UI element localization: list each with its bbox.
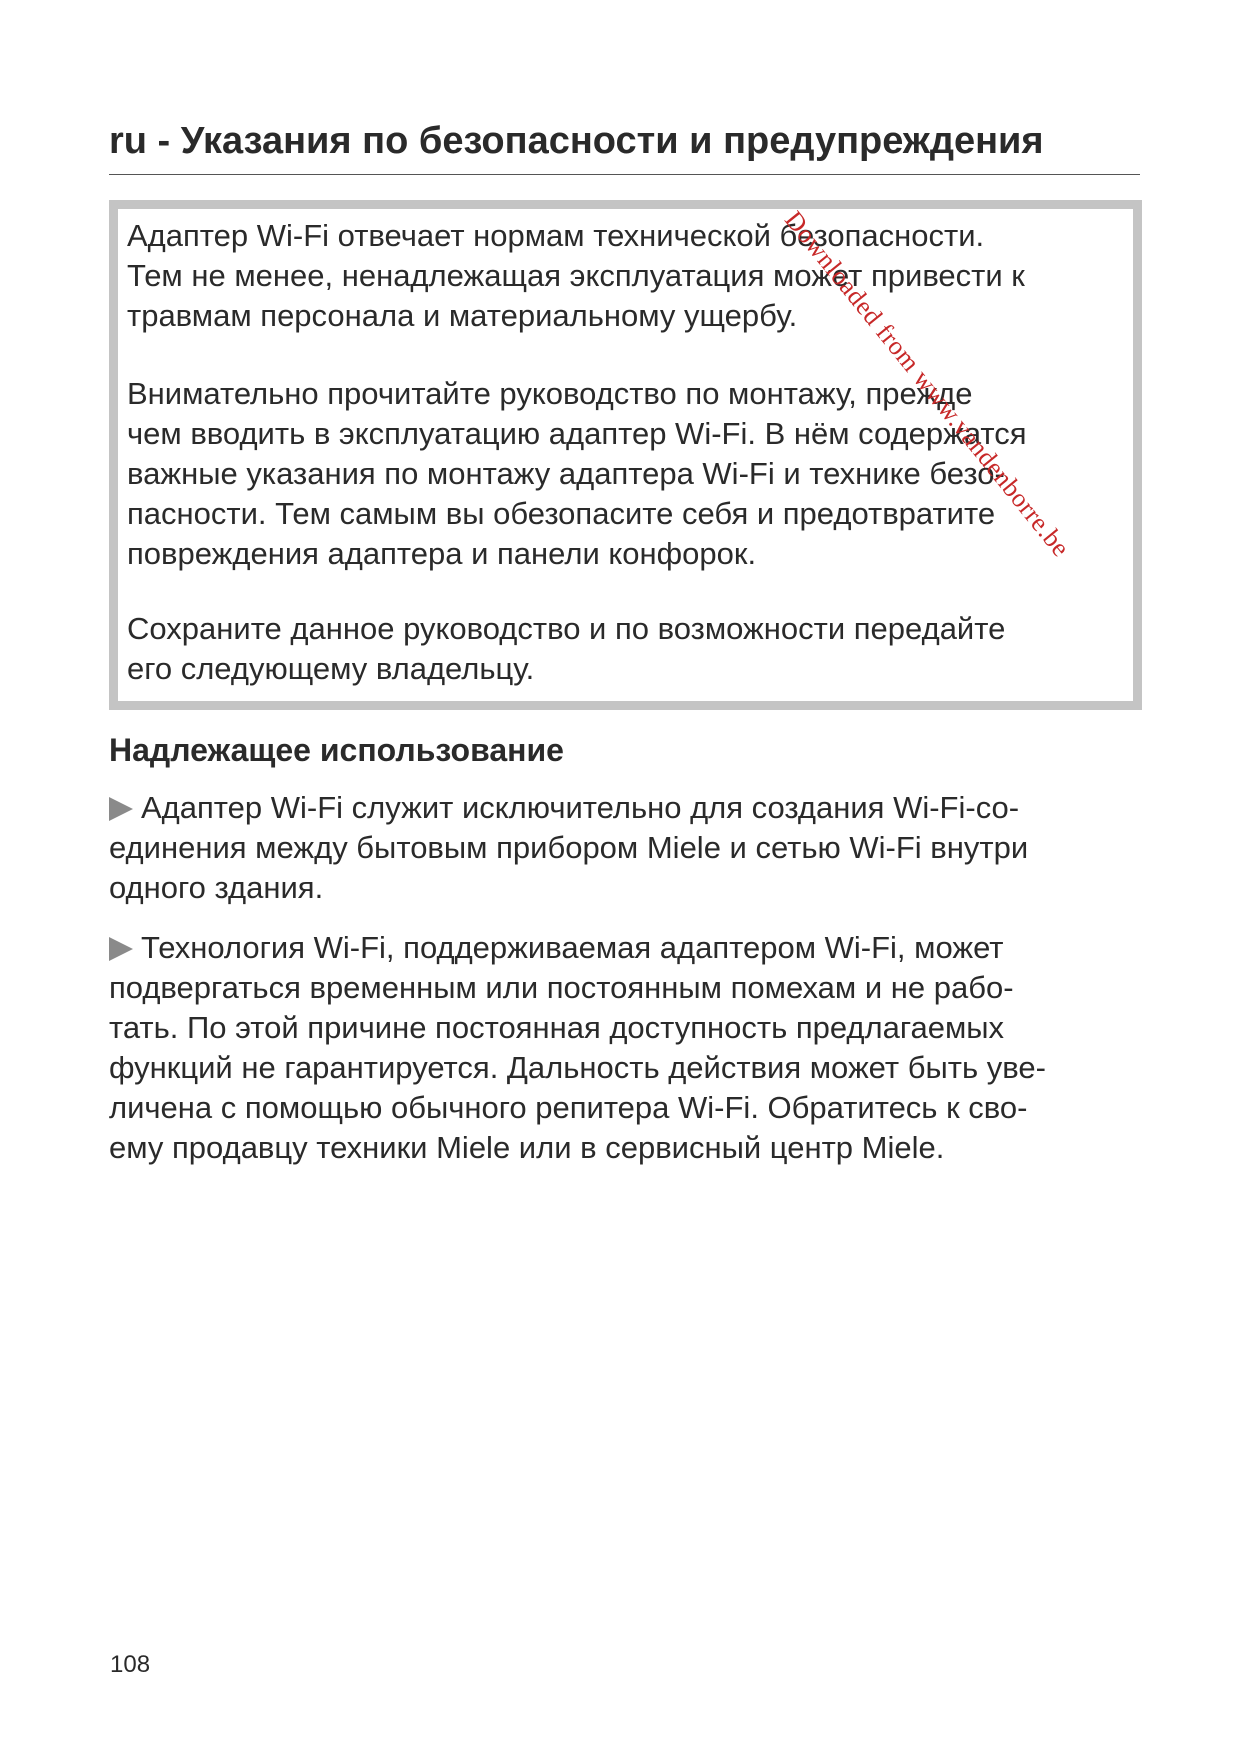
bullet-line: подвергаться временным или постоянным помехам и не рабо-	[109, 970, 1014, 1005]
section-title: Надлежащее использование	[109, 732, 564, 768]
warning-line: травмам персонала и материальному ущербу.	[127, 298, 798, 333]
bullet-line: Адаптер Wi-Fi служит исключительно для создания Wi-Fi-со-	[141, 790, 1020, 825]
warning-paragraph-1	[127, 216, 1127, 336]
title-divider	[109, 174, 1140, 175]
bullet-item-1	[109, 788, 1139, 908]
warning-paragraph-2	[127, 374, 1127, 574]
bullet-line: Технология Wi-Fi, поддерживаемая адаптером Wi-Fi, может	[141, 930, 1004, 965]
warning-line: важные указания по монтажу адаптера Wi-Fi и технике безо-	[127, 456, 1005, 491]
bullet-line: личена с помощью обычного репитера Wi-Fi. Обратитесь к сво-	[109, 1090, 1028, 1125]
bullet-line: функций не гарантируется. Дальность действия может быть уве-	[109, 1050, 1046, 1085]
warning-line: его следующему владельцу.	[127, 651, 535, 686]
triangle-right-icon	[109, 937, 133, 961]
warning-paragraph-3	[127, 609, 1127, 689]
warning-line: чем вводить в эксплуатацию адаптер Wi-Fi. В нём содержатся	[127, 416, 1027, 451]
bullet-line: единения между бытовым прибором Miele и сетью Wi-Fi внутри	[109, 830, 1029, 865]
download-watermark: Downloaded from www.vandenborre.be	[779, 205, 1076, 563]
warning-line: пасности. Тем самым вы обезопасите себя и предотвратите	[127, 496, 996, 531]
page-title: ru - Указания по безопасности и предупреждения	[109, 120, 1044, 162]
triangle-right-icon	[109, 797, 133, 821]
warning-line: Сохраните данное руководство и по возможности передайте	[127, 611, 1006, 646]
warning-line: Адаптер Wi-Fi отвечает нормам технической безопасности.	[127, 218, 985, 253]
bullet-line: тать. По этой причине постоянная доступность предлагаемых	[109, 1010, 1005, 1045]
warning-line: Внимательно прочитайте руководство по монтажу, прежде	[127, 376, 973, 411]
page-number: 108	[110, 1651, 151, 1678]
warning-line: повреждения адаптера и панели конфорок.	[127, 536, 757, 571]
bullet-item-2	[109, 928, 1139, 1168]
bullet-line: ему продавцу техники Miele или в сервисный центр Miele.	[109, 1130, 945, 1165]
warning-line: Тем не менее, ненадлежащая эксплуатация может привести к	[127, 258, 1025, 293]
bullet-line: одного здания.	[109, 870, 324, 905]
